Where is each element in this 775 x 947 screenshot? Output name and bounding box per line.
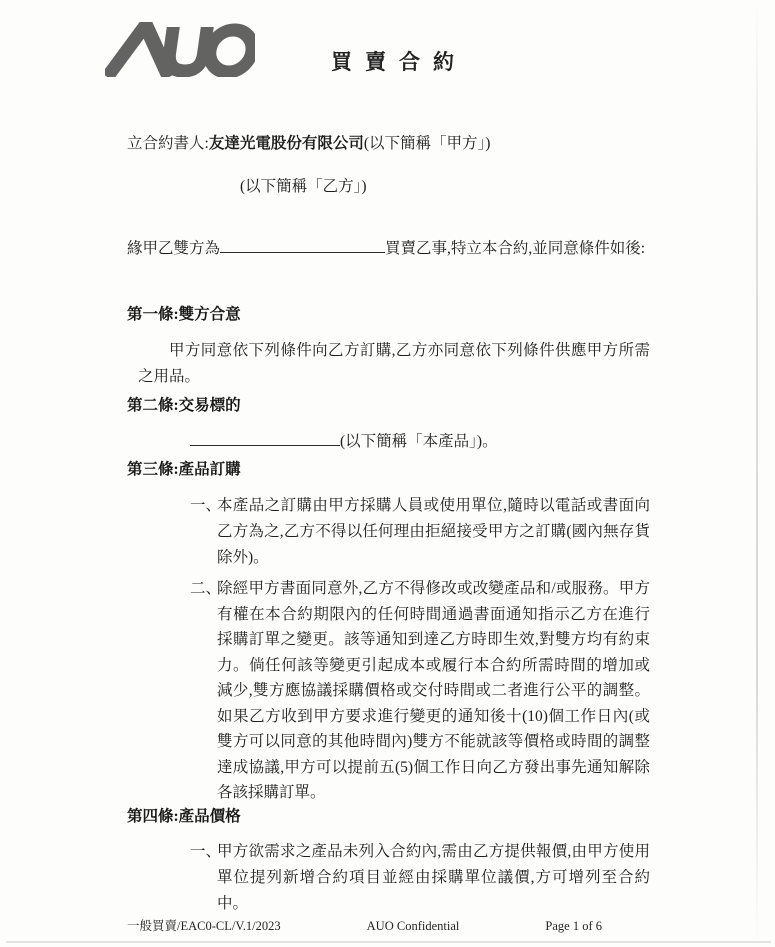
article-3-item-1 — [190, 493, 650, 571]
product-alias: (以下簡稱「本產品」)。 — [340, 433, 498, 450]
item-text: 除經甲方書面同意外,乙方不得修改或改變產品和/或服務。甲方有權在本合約期限內的任何時間通過書面通知指示乙方在進行採購訂單之變更。該等通知到達乙方時即生效,對雙方均有約束力。倘任何該等變更引起成本或履行本合約所需時間的增加或減少,雙方應協議採購價格或交付時間或二者進行公平的調整。如果乙方收到甲方要求進行變更的通知後十(10)個工作日內(或雙方可以同意的其他時間內)雙方不能就該等價格或時間的調整達成協議,甲方可以提前五(5)個工作日向乙方發出事先通知解除各該採購訂單。 — [217, 580, 650, 801]
preamble-suffix: 買賣乙事,特立本合約,並同意條件如後: — [385, 240, 646, 257]
auo-logo — [105, 22, 255, 77]
party-line-b — [240, 176, 367, 198]
scan-bottom-artifact — [6, 941, 771, 943]
party-line-a — [127, 133, 490, 155]
article-3-heading: 第三條:產品訂購 — [127, 461, 241, 478]
article-1-paragraph: 甲方同意依下列條件向乙方訂購,乙方亦同意依下列條件供應甲方所需之用品。 — [138, 342, 650, 385]
party-b-alias: (以下簡稱「乙方」) — [240, 178, 367, 195]
article-4-heading: 第四條:產品價格 — [127, 808, 241, 825]
footer-doc-code: 一般買賣/EAC0-CL/V.1/2023 — [127, 919, 281, 933]
item-text: 本產品之訂購由甲方採購人員或使用單位,隨時以電話或書面向乙方為之,乙方不得以任何理由拒絕接受甲方之訂購(國內無存貨除外)。 — [217, 497, 650, 566]
preamble-prefix: 緣甲乙雙方為 — [127, 240, 221, 257]
item-text: 甲方欲需求之產品未列入合約內,需由乙方提供報價,由甲方使用單位提列新增合約項目並經由採購單位議價,方可增列至合約中。 — [217, 843, 650, 912]
party-a-name: 友達光電股份有限公司 — [208, 135, 364, 152]
article-2-heading: 第二條:交易標的 — [127, 397, 241, 414]
article-3-item-2 — [190, 576, 650, 806]
article-4-item-1 — [190, 839, 650, 917]
item-number: 一、 — [190, 843, 222, 860]
article-2-blank-line — [190, 431, 498, 453]
page-title: 買賣合約 — [331, 50, 467, 74]
preamble — [127, 238, 645, 260]
footer-confidential-label: AUO Confidential — [366, 919, 460, 933]
auo-logo-icon — [105, 22, 255, 77]
product-blank-field — [190, 431, 340, 446]
article-1-heading: 第一條:雙方合意 — [127, 306, 241, 323]
party-a-alias: (以下簡稱「甲方」) — [363, 135, 491, 152]
scan-edge-artifact — [756, 0, 758, 947]
subject-blank-field — [220, 238, 385, 253]
item-number: 一、 — [190, 497, 222, 514]
party-label: 立合約書人: — [127, 135, 209, 152]
footer-page-number: Page 1 of 6 — [545, 919, 602, 933]
page-footer — [127, 918, 650, 934]
item-number: 二、 — [190, 580, 222, 597]
